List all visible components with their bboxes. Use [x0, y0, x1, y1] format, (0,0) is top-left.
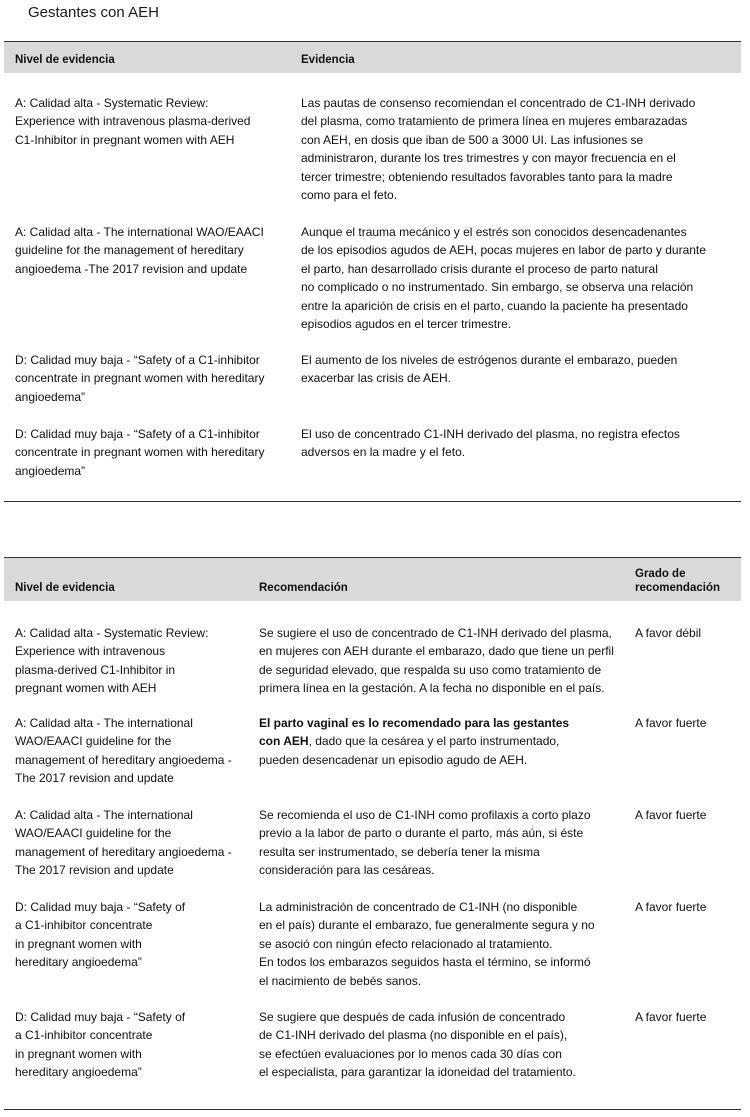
table-row-level: D: Calidad muy baja - “Safety of a C1-inhibitor concentrate in pregnant women with hereditary angioedema” [15, 353, 265, 404]
header-grade: Grado de recomendación [635, 568, 720, 594]
table-row-text: El aumento de los niveles de estrógenos durante el embarazo, pueden exacerbar las crisis de AEH. [301, 353, 678, 386]
table-bottom-rule [4, 501, 741, 502]
table-row-grade: A favor fuerte [635, 900, 707, 914]
header-evidence-level: Nivel de evidencia [15, 54, 115, 66]
header-evidence-level: Nivel de evidencia [15, 582, 115, 594]
section-title: Gestantes con AEH [28, 4, 159, 21]
table-row-grade: A favor débil [635, 626, 702, 640]
bold-text: con AEH [259, 734, 309, 749]
table-row-level: D: Calidad muy baja - “Safety of a C1-inhibitor concentrate in pregnant women with hereditary angioedema” [15, 900, 186, 970]
table-row-text: Se recomienda el uso de C1-INH como profilaxis a corto plazo previo a la labor de parto o durante el parto, más aún, si éste resulta ser instrumentado, se debería tener la misma consideración para las cesáreas. [259, 808, 591, 878]
table-row-level: A: Calidad alta - The international WAO/EAACI guideline for the management of hereditary angioedema - The 2017 revision and update [15, 808, 232, 878]
table-row-text: Aunque el trauma mecánico y el estrés son conocidos desencadenantes de los episodios agudos de AEH, pocas mujeres en labor de parto y durante el parto, han desarrollado crisis durante el proceso de parto natural no complicado o no instrumentado. Sin embargo, se observa una relación entre la aparición de crisis en el parto, cuando la paciente ha presentado episodios agudos en el tercer trimestre. [301, 225, 706, 332]
table-row-text: Se sugiere que después de cada infusión de concentrado de C1-INH derivado del plasma (no disponible en el país), se efectúen evaluaciones por lo menos cada 30 días con el especialista, para garantizar la idoneidad del tratamiento. [259, 1010, 576, 1080]
table-row-level: D: Calidad muy baja - “Safety of a C1-inhibitor concentrate in pregnant women with hereditary angioedema” [15, 427, 265, 478]
table-row-level: A: Calidad alta - Systematic Review: Experience with intravenous plasma-derived C1-Inhibitor in pregnant women with AEH [15, 626, 209, 696]
table-row-text: La administración de concentrado de C1-INH (no disponible en el país) durante el embarazo, fue generalmente segura y no se asoció con ningún efecto relacionado al tratamiento. En todos los embarazos seguidos hasta el término, se informó el nacimiento de bebés sanos. [259, 900, 595, 988]
table-header [4, 557, 741, 601]
table-row-text: El parto vaginal es lo recomendado para las gestantes con AEH, dado que la cesárea y el parto instrumentado, pueden desencadenar un episodio agudo de AEH. [259, 716, 570, 767]
table-row-level: A: Calidad alta - The international WAO/EAACI guideline for the management of hereditary angioedema -The 2017 revision and update [15, 225, 264, 276]
header-evidence: Evidencia [301, 54, 355, 66]
table-row-text: Las pautas de consenso recomiendan el concentrado de C1-INH derivado del plasma, como tratamiento de primera línea en mujeres embarazadas con AEH, en dosis que iban de 500 a 3000 UI. Las infusiones se administraron, durante los tres trimestres y con mayor frecuencia en el tercer trimestre; obteniendo resultados favorables tanto para la madre como para el feto. [301, 96, 696, 203]
table-row-grade: A favor fuerte [635, 716, 707, 730]
table-row-text: El uso de concentrado C1-INH derivado del plasma, no registra efectos adversos en la madre y el feto. [301, 427, 680, 460]
table-row-level: A: Calidad alta - The international WAO/EAACI guideline for the management of hereditary angioedema - The 2017 revision and update [15, 716, 232, 786]
table-header [4, 41, 741, 73]
table-row-level: D: Calidad muy baja - “Safety of a C1-inhibitor concentrate in pregnant women with hereditary angioedema” [15, 1010, 186, 1080]
table-bottom-rule [4, 1109, 741, 1110]
bold-text: El parto vaginal es lo recomendado para las gestantes [259, 716, 570, 730]
header-recommendation: Recomendación [259, 582, 348, 594]
table-row-level: A: Calidad alta - Systematic Review: Experience with intravenous plasma-derived C1-Inhibitor in pregnant women with AEH [15, 96, 251, 147]
table-row-grade: A favor fuerte [635, 1010, 707, 1024]
table-row-text: Se sugiere el uso de concentrado de C1-INH derivado del plasma, en mujeres con AEH durante el embarazo, dado que tiene un perfil de seguridad elevado, que respalda su uso como tratamiento de primera línea en la gestación. A la fecha no disponible en el país. [259, 626, 614, 696]
table-row-grade: A favor fuerte [635, 808, 707, 822]
